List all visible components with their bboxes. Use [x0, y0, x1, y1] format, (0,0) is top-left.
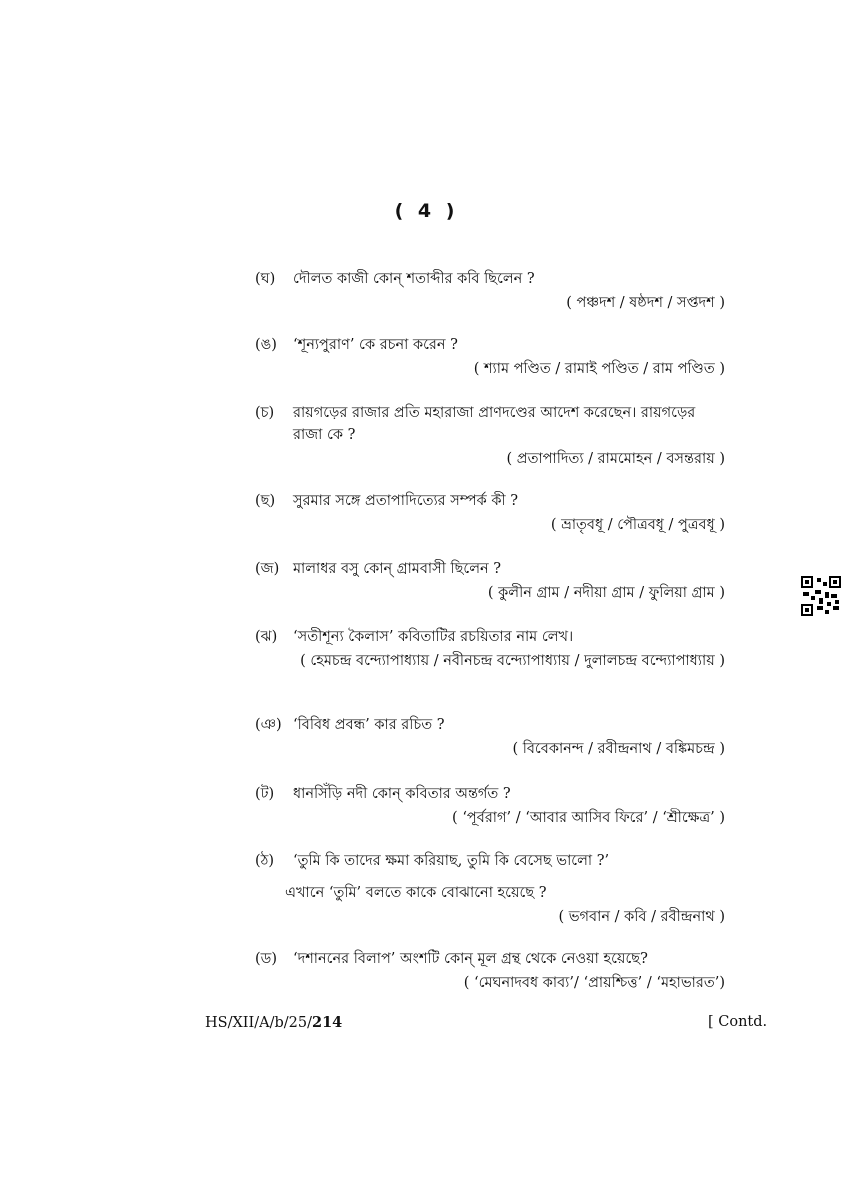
question-cha: [255, 490, 725, 536]
question-text: ‘তুমি কি তাদের ক্ষমা করিয়াছ, তুমি কি বেসেছ ভালো ?’: [293, 853, 610, 869]
question-text: মালাধর বসু কোন্ গ্রামবাসী ছিলেন ?: [293, 561, 502, 577]
question-note: এখানে ‘তুমি’ বলতে কাকে বোঝানো হয়েছে ?: [285, 885, 547, 901]
question-label: (জ): [255, 561, 280, 577]
question-ja: [255, 558, 725, 604]
question-text: ‘শূন্যপুরাণ’ কে রচনা করেন ?: [293, 337, 458, 353]
question-text: সুরমার সঙ্গে প্রতাপাদিত্যের সম্পর্ক কী ?: [293, 493, 519, 509]
question-options: ( প্রতাপাদিত্য / রামমোহন / বসন্তরায় ): [506, 451, 725, 467]
question-da: [255, 948, 725, 994]
question-options: ( শ্যাম পণ্ডিত / রামাই পণ্ডিত / রাম পণ্ডিত ): [473, 361, 725, 377]
qr-code-icon: [801, 576, 841, 616]
question-tha: [255, 850, 725, 928]
question-label: (ঙ): [255, 337, 277, 353]
question-text: ‘বিবিধ প্রবন্ধ’ কার রচিত ?: [293, 717, 445, 733]
question-jha: [255, 626, 725, 672]
question-text: রায়গড়ের রাজার প্রতি মহারাজা প্রাণদণ্ডের আদেশ করেছেন। রায়গড়ের রাজা কে ?: [293, 405, 696, 443]
paper-code-prefix: HS/XII/A/b/25/: [205, 1015, 312, 1031]
question-options: ( হেমচন্দ্র বন্দ্যোপাধ্যায় / নবীনচন্দ্র বন্দ্যোপাধ্যায় / দুলালচন্দ্র বন্দ্যোপাধ্যায় ): [300, 653, 725, 669]
question-label: (ছ): [255, 493, 276, 509]
question-text: ধানসিঁড়ি নদী কোন্ কবিতার অন্তর্গত ?: [293, 786, 511, 802]
question-gha: [255, 268, 725, 314]
question-ca: [255, 402, 725, 470]
question-text: দৌলত কাজী কোন্ শতাব্দীর কবি ছিলেন ?: [293, 271, 535, 287]
question-text: ‘দশাননের বিলাপ’ অংশটি কোন্ মূল গ্রন্থ থেকে নেওয়া হয়েছে?: [293, 951, 648, 967]
question-options: ( বিবেকানন্দ / রবীন্দ্রনাথ / বঙ্কিমচন্দ্র ): [512, 741, 725, 757]
paper-code-number: 214: [312, 1014, 343, 1031]
question-ta: [255, 783, 725, 829]
continued-label: [ Contd.: [708, 1014, 768, 1030]
question-label: (ড): [255, 951, 277, 967]
question-options: ( ভ্রাতৃবধূ / পৌত্রবধূ / পুত্রবধূ ): [550, 517, 725, 533]
question-options: ( পঞ্চদশ / ষষ্ঠদশ / সপ্তদশ ): [566, 295, 725, 311]
question-options: ( ভগবান / কবি / রবীন্দ্রনাথ ): [558, 909, 725, 925]
page-number: ( 4 ): [394, 200, 459, 222]
question-label: (চ): [255, 405, 275, 421]
question-options: ( ‘মেঘনাদবধ কাব্য’/ ‘প্রায়শ্চিত্ত’ / ‘মহাভারত’): [463, 975, 725, 991]
question-options: ( ‘পূর্বরাগ’ / ‘আবার আসিব ফিরে’ / ‘শ্রীক্ষেত্র’ ): [452, 810, 725, 826]
question-uma: [255, 334, 725, 380]
question-label: (ট): [255, 786, 275, 802]
question-text: ‘সতীশূন্য কৈলাস’ কবিতাটির রচয়িতার নাম লেখ।: [293, 629, 574, 645]
question-label: (ঞ): [255, 717, 282, 733]
question-label: (ঘ): [255, 271, 276, 287]
paper-code: [205, 1014, 342, 1031]
question-label: (ঝ): [255, 629, 278, 645]
question-nya: [255, 714, 725, 760]
question-options: ( কুলীন গ্রাম / নদীয়া গ্রাম / ফুলিয়া গ্রাম ): [487, 585, 725, 601]
question-label: (ঠ): [255, 853, 275, 869]
